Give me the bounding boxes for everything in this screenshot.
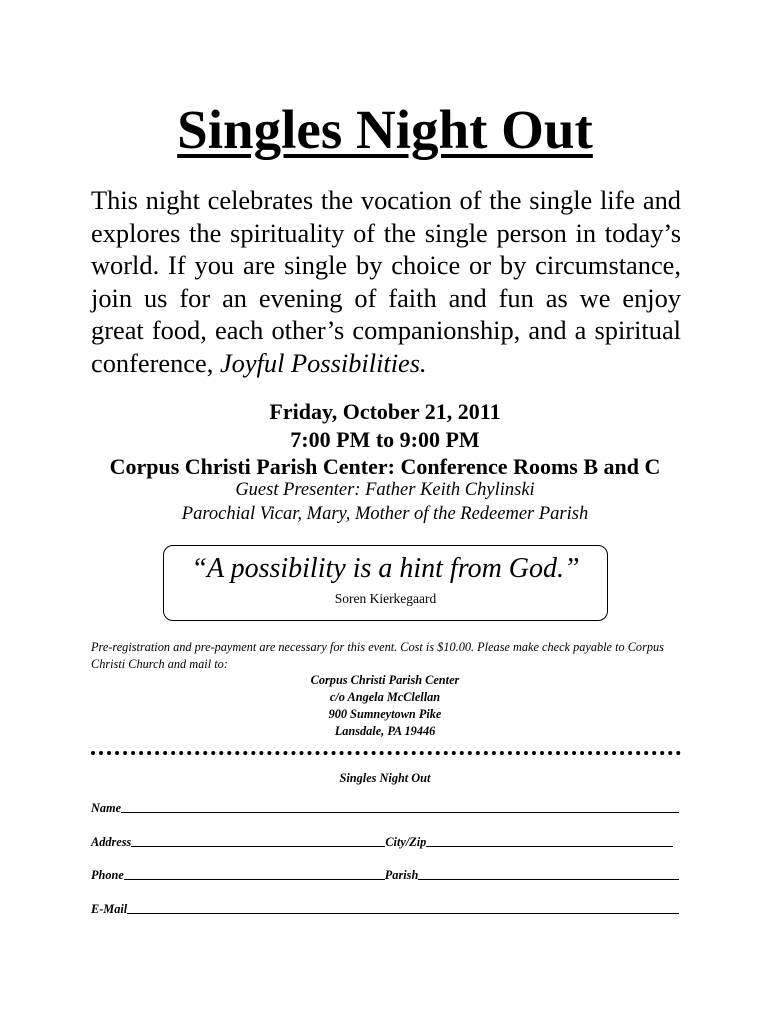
flyer-title: Singles Night Out [177, 99, 593, 160]
email-row [91, 896, 679, 916]
quote-author: Soren Kierkegaard [334, 591, 437, 606]
email-field[interactable] [127, 913, 679, 914]
phone-row [91, 862, 679, 882]
phone-field[interactable] [124, 879, 385, 880]
mailing-address-line: Lansdale, PA 19446 [334, 724, 436, 738]
name-field[interactable] [121, 812, 679, 813]
name-label: Name [91, 801, 122, 815]
mailing-address-line: c/o Angela McClellan [329, 690, 441, 704]
event-location: Corpus Christi Parish Center: Conference Rooms B and C [109, 454, 661, 479]
cityzip-field[interactable] [426, 846, 673, 847]
cityzip-label: City/Zip [385, 835, 427, 849]
intro-paragraph [91, 184, 681, 380]
mailing-address-line: Corpus Christi Parish Center [310, 673, 460, 687]
address-field[interactable] [131, 846, 385, 847]
form-title: Singles Night Out [339, 771, 431, 785]
event-time: 7:00 PM to 9:00 PM [290, 427, 480, 452]
guest-presenter: Guest Presenter: Father Keith Chylinski [235, 480, 535, 500]
email-label: E-Mail [91, 902, 128, 916]
event-date: Friday, October 21, 2011 [269, 399, 501, 424]
parish-field[interactable] [418, 879, 679, 880]
presenter-role: Parochial Vicar, Mary, Mother of the Redeemer Parish [181, 504, 589, 524]
quote-text: “A possibility is a hint from God.” [191, 553, 580, 584]
address-row [91, 829, 679, 849]
mailing-address-line: 900 Sumneytown Pike [328, 707, 442, 721]
cut-line [91, 751, 681, 755]
name-row [91, 795, 679, 815]
phone-label: Phone [91, 868, 124, 882]
address-label: Address [91, 835, 132, 849]
registration-note: Pre-registration and pre-payment are necessary for this event. Cost is $10.00. Please make check payable to Corpus Christi Church and mail to: [91, 640, 664, 671]
conference-title: Joyful Possibilities. [219, 347, 427, 378]
intro-text: This night celebrates the vocation of the single life and explores the spirituality of the single person in today’s world. If you are single by choice or by circumstance, join us for an evening of faith and fun as we enjoy great food, each other’s companionship, and a spiritual conference, [91, 185, 681, 378]
parish-label: Parish [384, 868, 419, 882]
